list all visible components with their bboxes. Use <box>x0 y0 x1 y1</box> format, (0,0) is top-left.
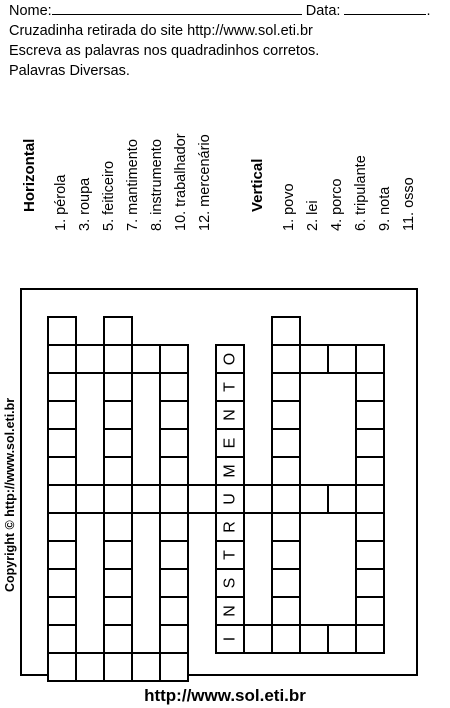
vertical-clue: 11. osso <box>401 177 417 231</box>
vertical-clue: 2. lei <box>305 200 321 231</box>
grid-cell[interactable] <box>160 653 188 681</box>
grid-cell[interactable] <box>356 401 384 429</box>
answer-letter: N <box>221 409 239 421</box>
grid-cell[interactable] <box>48 401 76 429</box>
grid-cell[interactable] <box>76 653 104 681</box>
grid-cell[interactable] <box>160 373 188 401</box>
grid-cell[interactable] <box>272 569 300 597</box>
grid-cell[interactable] <box>104 597 132 625</box>
grid-cell[interactable] <box>104 653 132 681</box>
grid-cell[interactable] <box>104 513 132 541</box>
grid-cell[interactable] <box>160 625 188 653</box>
grid-cell[interactable] <box>48 345 76 373</box>
grid-cell[interactable] <box>244 625 272 653</box>
grid-cell[interactable] <box>300 345 328 373</box>
grid-cell[interactable] <box>48 457 76 485</box>
grid-cell[interactable] <box>356 541 384 569</box>
grid-cell[interactable] <box>104 317 132 345</box>
answer-letter: T <box>221 550 239 560</box>
grid-cell[interactable] <box>132 345 160 373</box>
grid-cell[interactable] <box>188 485 216 513</box>
grid-cell[interactable] <box>160 513 188 541</box>
theme-text: Palavras Diversas. <box>9 63 130 79</box>
grid-cell[interactable] <box>76 345 104 373</box>
horizontal-clue: 8. instrumento <box>149 139 165 231</box>
grid-cell[interactable] <box>356 429 384 457</box>
grid-cell[interactable] <box>272 513 300 541</box>
grid-cell[interactable] <box>356 373 384 401</box>
grid-cell[interactable] <box>48 317 76 345</box>
grid-cell[interactable] <box>272 373 300 401</box>
grid-cell[interactable] <box>272 317 300 345</box>
grid-cell[interactable] <box>328 625 356 653</box>
answer-letter: I <box>221 636 239 642</box>
footer-url: http://www.sol.eti.br <box>144 686 306 705</box>
grid-cell[interactable] <box>356 485 384 513</box>
date-end: . <box>426 3 431 19</box>
vertical-clue: 6. tripulante <box>353 155 369 231</box>
grid-cell[interactable] <box>160 401 188 429</box>
vertical-clue: 9. nota <box>377 186 393 231</box>
grid-cell[interactable] <box>48 429 76 457</box>
grid-cell[interactable] <box>272 401 300 429</box>
horizontal-clue: 7. mantimento <box>125 139 141 231</box>
name-label: Nome: <box>9 3 52 19</box>
grid-cell[interactable] <box>48 485 76 513</box>
answer-letter: N <box>221 605 239 617</box>
grid-cell[interactable] <box>328 345 356 373</box>
grid-cell[interactable] <box>160 457 188 485</box>
grid-cell[interactable] <box>272 485 300 513</box>
answer-letter: U <box>221 493 239 505</box>
vertical-clue: 1. povo <box>281 183 297 231</box>
grid-cell[interactable] <box>48 653 76 681</box>
grid-cell[interactable] <box>48 569 76 597</box>
vertical-clue: 4. porco <box>329 178 345 231</box>
grid-cell[interactable] <box>160 541 188 569</box>
horizontal-clue: 5. feiticeiro <box>101 160 117 231</box>
grid-cell[interactable] <box>104 569 132 597</box>
grid-cell[interactable] <box>104 457 132 485</box>
answer-letter: M <box>221 464 239 478</box>
grid-cell[interactable] <box>48 625 76 653</box>
grid-cell[interactable] <box>48 597 76 625</box>
horizontal-title: Horizontal <box>21 138 38 212</box>
grid-cell[interactable] <box>356 597 384 625</box>
grid-cell[interactable] <box>300 625 328 653</box>
grid-cell[interactable] <box>104 625 132 653</box>
answer-letter: R <box>221 521 239 533</box>
grid-cell[interactable] <box>272 625 300 653</box>
grid-cell[interactable] <box>104 373 132 401</box>
grid-cell[interactable] <box>76 485 104 513</box>
grid-cell[interactable] <box>328 485 356 513</box>
grid-cell[interactable] <box>104 345 132 373</box>
answer-letter: O <box>221 352 239 366</box>
grid-cell[interactable] <box>48 513 76 541</box>
grid-cell[interactable] <box>272 541 300 569</box>
grid-cell[interactable] <box>160 429 188 457</box>
grid-cell[interactable] <box>104 429 132 457</box>
grid-cell[interactable] <box>356 345 384 373</box>
answer-letter: S <box>221 577 239 589</box>
grid-cell[interactable] <box>104 541 132 569</box>
grid-cell[interactable] <box>160 597 188 625</box>
date-label: Data: <box>305 3 341 19</box>
horizontal-clue: 1. pérola <box>53 174 69 231</box>
vertical-title: Vertical <box>249 158 266 212</box>
answer-letter: E <box>221 437 239 449</box>
grid-cell[interactable] <box>132 485 160 513</box>
grid-cell[interactable] <box>272 429 300 457</box>
grid-cell[interactable] <box>104 485 132 513</box>
grid-cell[interactable] <box>244 485 272 513</box>
grid-cell[interactable] <box>160 485 188 513</box>
grid-cell[interactable] <box>300 485 328 513</box>
instruction-source: Cruzadinha retirada do site http://www.sol.eti.br <box>9 23 313 39</box>
grid-cell[interactable] <box>272 457 300 485</box>
horizontal-clue: 10. trabalhador <box>173 133 189 231</box>
grid-cell[interactable] <box>160 345 188 373</box>
grid-cell[interactable] <box>104 401 132 429</box>
grid-cell[interactable] <box>132 653 160 681</box>
horizontal-clue: 12. mercenário <box>197 134 213 231</box>
grid-cell[interactable] <box>48 373 76 401</box>
grid-cell[interactable] <box>272 345 300 373</box>
grid-cell[interactable] <box>272 597 300 625</box>
grid-cell[interactable] <box>48 541 76 569</box>
instruction-text: Escreva as palavras nos quadradinhos corretos. <box>9 43 320 59</box>
horizontal-clue: 3. roupa <box>77 177 93 231</box>
copyright-text: Copyright © http://www.sol.eti.br <box>3 397 17 592</box>
grid-cell[interactable] <box>356 513 384 541</box>
grid-cell[interactable] <box>356 625 384 653</box>
answer-letter: T <box>221 382 239 392</box>
grid-cell[interactable] <box>160 569 188 597</box>
grid-cell[interactable] <box>356 457 384 485</box>
grid-cell[interactable] <box>356 569 384 597</box>
